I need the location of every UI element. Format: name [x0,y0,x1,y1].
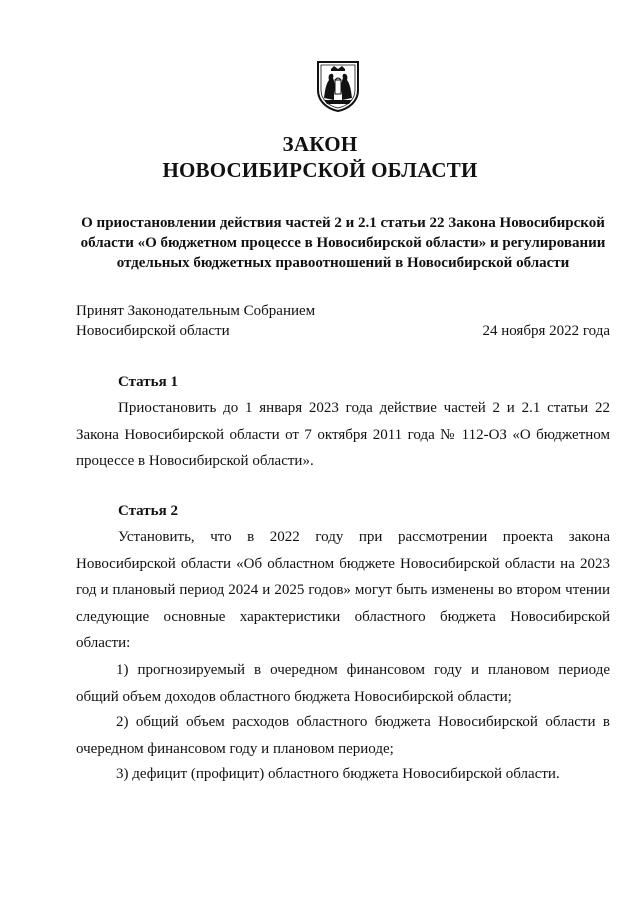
document-title-line1: ЗАКОН [282,132,358,156]
article2-item-1: 1) прогнозируемый в очередном финансовом году и плановом периоде общий объем доходов областного бюджета Новосибирской области; [76,662,610,705]
adopted-by-line1: Принят Законодательным Собранием [76,303,316,319]
article2-item-3: 3) дефицит (профицит) областного бюджета Новосибирской области. [116,766,560,782]
document-title-line2: НОВОСИБИРСКОЙ ОБЛАСТИ [162,158,478,182]
article2-item-2: 2) общий объем расходов областного бюджета Новосибирской области в очередном финансовом году и плановом периоде; [76,714,610,757]
adoption-block [76,301,610,341]
article1-heading: Статья 1 [118,374,178,390]
article1-text: Приостановить до 1 января 2023 года действие частей 2 и 2.1 статьи 22 Закона Новосибирской области от 7 октября 2011 года № 112-ОЗ «О бюджетном процессе в Новосибирской области». [76,400,610,469]
article2-text: Установить, что в 2022 году при рассмотрении проекта закона Новосибирской области «Об областном бюджете Новосибирской области на 2023 год и плановый период 2024 и 2025 годов» могут быть изменены во втором чтении следующие основные характеристики областного бюджета Новосибирской области: [76,529,610,651]
adoption-date: 24 ноября 2022 года [482,323,610,339]
law-subject: О приостановлении действия частей 2 и 2.1 статьи 22 Закона Новосибирской области «О бюджетном процессе в Новосибирской области» и регулировании отдельных бюджетных правоотношений в Новосибирской области [80,215,606,271]
novosibirsk-coat-of-arms-icon [316,60,360,112]
adopted-by-line2: Новосибирской области [76,323,230,339]
article2-heading: Статья 2 [118,503,178,519]
